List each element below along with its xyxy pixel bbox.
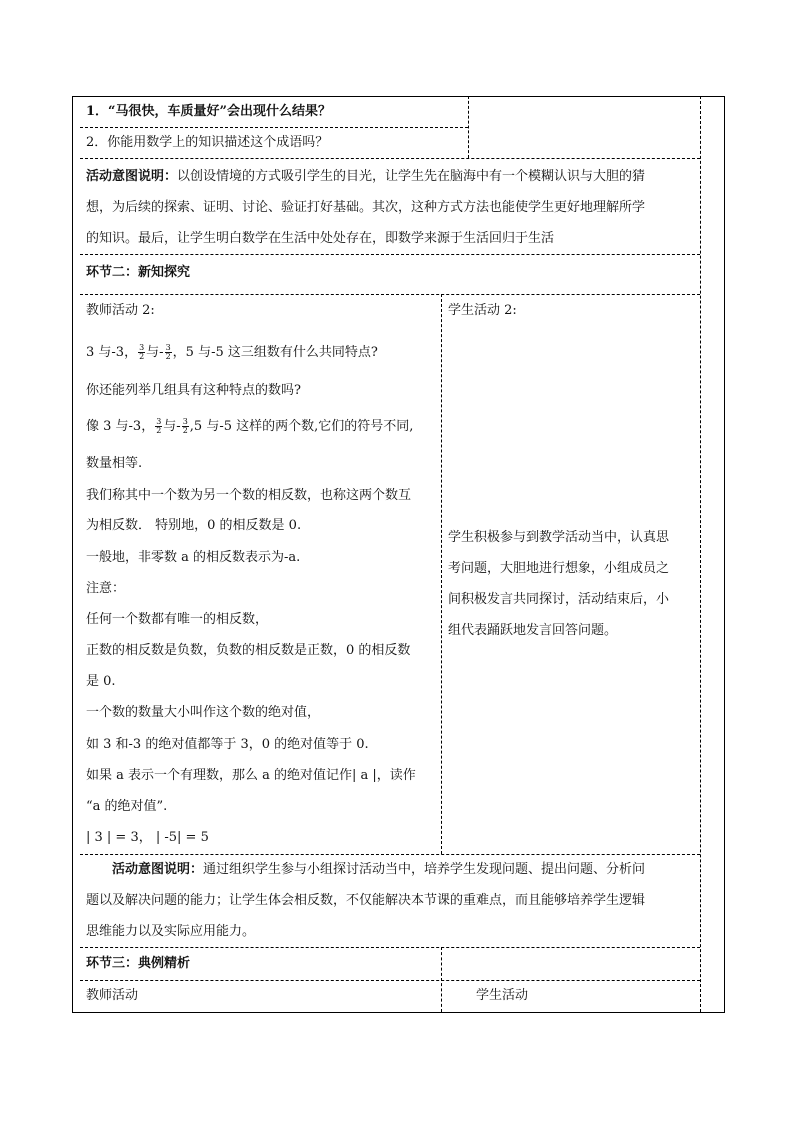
teacher2-line-1-mid: 与- <box>146 345 164 360</box>
teacher2-line-12: 一个数的数量大小叫作这个数的绝对值， <box>86 705 321 720</box>
intent1-line-3: 的知识。最后，让学生明白数学在生活中处处存在，即数学来源于生活回归于生活 <box>86 231 555 246</box>
fraction-numerator: 3 <box>156 417 162 426</box>
teacher2-line-1-start: 3 与-3， <box>86 345 138 360</box>
student2-header: 学生活动 2: <box>448 303 517 318</box>
teacher2-line-13: 如 3 和-3 的绝对值都等于 3，0 的绝对值等于 0. <box>86 737 369 752</box>
row-line-3 <box>80 294 700 295</box>
table-left-border <box>72 96 73 1012</box>
intent1-line-1 <box>86 168 645 186</box>
intent2-text-1: 通过组织学生参与小组探讨活动当中，培养学生发现问题、提出问题、分析问 <box>203 862 646 877</box>
teacher2-line-15: “a 的绝对值”. <box>86 799 168 814</box>
teacher2-line-4: 数量相等. <box>86 456 143 471</box>
fraction-numerator: 3 <box>165 343 171 352</box>
fraction-three-halves <box>138 344 145 361</box>
table-bottom-border <box>72 1012 725 1013</box>
fraction-denominator: 2 <box>165 352 171 361</box>
fraction-numerator: 3 <box>182 417 188 426</box>
intent2-label: 活动意图说明： <box>112 862 204 877</box>
teacher2-line-7: 一般地，非零数 a 的相反数表示为-a. <box>86 550 301 565</box>
teacher2-line-14: 如果 a 表示一个有理数，那么 a 的绝对值记作| a |，读作 <box>86 768 416 783</box>
section3-title: 环节三：典例精析 <box>86 956 191 971</box>
table-top-border <box>72 96 725 97</box>
teacher2-line-5: 我们称其中一个数为另一个数的相反数，也称这两个数互 <box>86 488 412 503</box>
row-line-4 <box>80 854 700 855</box>
student2-line-2: 考问题，大胆地进行想象，小组成员之 <box>448 561 670 576</box>
fraction-denominator: 2 <box>156 426 162 435</box>
intro-question-2: 2．你能用数学上的知识描述这个成语吗？ <box>86 135 329 150</box>
section2-title: 环节二：新知探究 <box>86 265 191 280</box>
teacher2-line-9: 任何一个数都有唯一的相反数， <box>86 612 269 627</box>
intent1-text-1: 以创设情境的方式吸引学生的目光，让学生先在脑海中有一个模糊认识与大胆的猜 <box>177 169 646 184</box>
teacher2-line-1-end: ，5 与-5 这三组数有什么共同特点? <box>172 345 378 360</box>
footer-student-activity: 学生活动 <box>476 988 529 1003</box>
activity-column-divider <box>441 294 442 854</box>
intent1-line-2: 想，为后续的探索、证明、讨论、验证打好基础。其次，这种方式方法也能使学生更好地理解所学 <box>86 200 646 215</box>
fraction-three-halves <box>165 344 172 361</box>
intro-column-divider <box>468 96 469 158</box>
teacher2-line-3 <box>86 418 413 436</box>
teacher2-line-10: 正数的相反数是负数，负数的相反数是正数，0 的相反数 <box>86 643 411 658</box>
intent1-label: 活动意图说明： <box>86 169 178 184</box>
intent2-line-3: 思维能力以及实际应用能力。 <box>86 924 256 939</box>
fraction-denominator: 2 <box>182 426 188 435</box>
student2-line-4: 组代表踊跃地发言回答问题。 <box>448 623 618 638</box>
intro-row-line <box>80 127 468 128</box>
row-line-6 <box>80 980 700 981</box>
intro-question-1: 1．“马很快，车质量好”会出现什么结果？ <box>86 104 332 119</box>
teacher2-line-11: 是 0. <box>86 674 116 689</box>
row-line-5 <box>80 947 700 948</box>
student2-line-1: 学生积极参与到教学活动当中，认真思 <box>448 530 670 545</box>
teacher2-line-3-mid: 与- <box>163 419 181 434</box>
row-line-1 <box>80 158 700 159</box>
intent2-line-1 <box>112 861 645 879</box>
inner-right-column-line <box>700 96 701 1012</box>
fraction-numerator: 3 <box>139 343 145 352</box>
teacher2-line-3-end: ,5 与-5 这样的两个数,它们的符号不同, <box>189 419 414 434</box>
teacher2-line-8: 注意： <box>86 581 126 596</box>
fraction-denominator: 2 <box>139 352 145 361</box>
table-right-border <box>724 96 725 1012</box>
teacher2-line-16: | 3 | = 3， | -5| = 5 <box>86 830 209 845</box>
teacher2-line-6: 为相反数． 特别地，0 的相反数是 0. <box>86 518 302 533</box>
fraction-three-halves <box>182 418 189 435</box>
teacher2-line-3-start: 像 3 与-3， <box>86 419 155 434</box>
row-line-2 <box>80 254 700 255</box>
intent2-line-2: 题以及解决问题的能力；让学生体会相反数，不仅能解决本节课的重难点，而且能够培养学生逻辑 <box>86 893 646 908</box>
teacher2-line-2: 你还能列举几组具有这种特点的数吗? <box>86 383 301 398</box>
fraction-three-halves <box>155 418 162 435</box>
teacher2-line-1 <box>86 344 378 362</box>
footer-teacher-activity: 教师活动 <box>86 988 139 1003</box>
student2-line-3: 间积极发言共同探讨，活动结束后，小 <box>448 592 670 607</box>
teacher2-header: 教师活动 2: <box>86 303 155 318</box>
